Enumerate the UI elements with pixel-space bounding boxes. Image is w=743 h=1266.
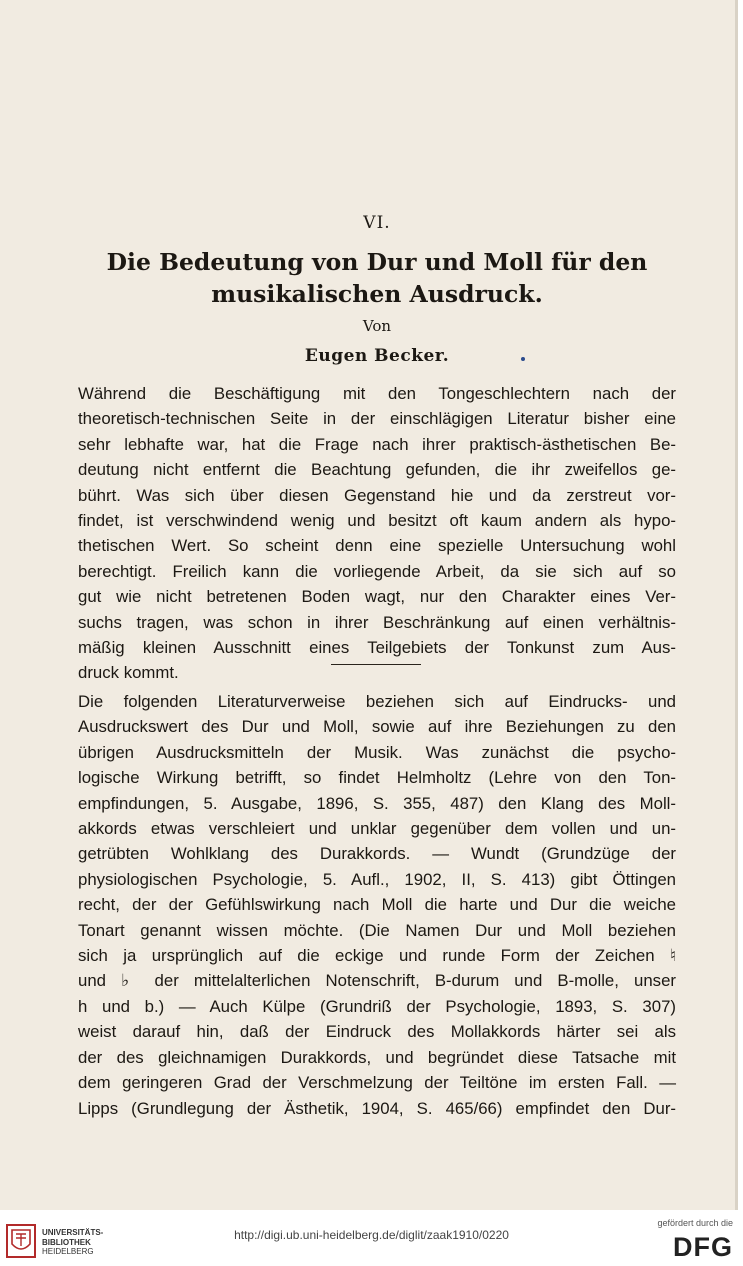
text-line: Die folgenden Literaturverweise beziehen sich auf Eindrucks- und (78, 692, 676, 711)
viewer-footer (0, 1210, 743, 1266)
title-line-2: musikalischen Ausdruck. (211, 280, 543, 308)
text-line: physiologischen Psychologie, 5. Aufl., 1902, II, S. 413) gibt Öttingen (78, 869, 676, 889)
article-title (78, 246, 676, 310)
text-line: mäßig kleinen Ausschnitt eines Teilgebiets der Tonkunst zum Aus- (78, 638, 676, 658)
text-line: sich ja ursprünglich auf die eckige und runde Form der Zeichen ♮ (78, 946, 676, 966)
text-line: Ausdruckswert des Dur und Moll, sowie auf ihre Beziehungen zu den (78, 717, 676, 737)
section-divider (331, 664, 421, 665)
text-line: dem geringeren Grad der Verschmelzung der Teiltöne im ersten Fall. — (78, 1073, 676, 1093)
text-line: findet, ist verschwindend wenig und besitzt oft kaum andern als hypo- (78, 511, 676, 531)
dfg-logo: DFG (673, 1232, 733, 1262)
byline-prefix: Von (362, 317, 392, 335)
text-line: der des gleichnamigen Durakkords, und begründet diese Tatsache mit (78, 1047, 676, 1067)
text-line: gut wie nicht betretenen Boden wagt, nur den Charakter eines Ver- (78, 587, 676, 607)
text-line: getrübten Wohlklang des Durakkords. — Wundt (Grundzüge der (78, 844, 676, 864)
text-line: h und b.) — Auch Külpe (Grundriß der Psychologie, 1893, S. 307) (78, 996, 676, 1016)
text-line: und ♭ der mittelalterlichen Notenschrift, B-durum und B-molle, unser (78, 971, 676, 991)
paragraph-intro (78, 381, 676, 686)
text-line: theoretisch-technischen Seite in der einschlägigen Literatur bisher eine (78, 409, 676, 429)
author-name: Eugen Becker. (304, 346, 450, 366)
scan-speck (521, 357, 525, 361)
text-line: deutung nicht entfernt die Beachtung gefunden, die ihr zweifellos ge- (78, 460, 676, 480)
section-number: VI. (363, 213, 391, 233)
funding-note: gefördert durch die (657, 1218, 733, 1228)
text-line: berechtigt. Freilich kann die vorliegende Arbeit, da sie sich auf so (78, 561, 676, 581)
text-line: sehr lebhafte war, hat die Frage nach ihrer praktisch-ästhetischen Be- (78, 434, 676, 454)
text-line: recht, der der Gefühlswirkung nach Moll die harte und Dur die weiche (78, 895, 676, 915)
text-line: Tonart genannt wissen möchte. (Die Namen Dur und Moll beziehen (78, 920, 676, 940)
title-line-1: Die Bedeutung von Dur und Moll für den (106, 248, 648, 276)
text-line: druck kommt. (78, 663, 179, 683)
paragraph-literature (78, 689, 676, 1121)
text-line: bührt. Was sich über diesen Gegenstand hie und da zerstreut vor- (78, 485, 676, 505)
institution-line: BIBLIOTHEK (42, 1237, 91, 1247)
text-line: weist darauf hin, daß der Eindruck des Mollakkords härter sei als (78, 1022, 676, 1042)
text-line: akkords etwas verschleiert und unklar gegenüber dem vollen und un- (78, 819, 676, 839)
institution-line: HEIDELBERG (42, 1247, 94, 1256)
text-line: übrigen Ausdrucksmitteln der Musik. Was zunächst die psycho- (78, 742, 676, 762)
permalink[interactable]: http://digi.ub.uni-heidelberg.de/diglit/zaak1910/0220 (234, 1228, 509, 1242)
text-line: suchs tragen, was schon in ihrer Beschränkung auf einen verhältnis- (78, 612, 676, 632)
text-line: empfindungen, 5. Ausgabe, 1896, S. 355, 487) den Klang des Moll- (78, 793, 676, 813)
text-line: logische Wirkung betrifft, so findet Helmholtz (Lehre von den Ton- (78, 768, 676, 788)
institution-line: UNIVERSITÄTS- (42, 1228, 104, 1237)
text-line: thetischen Wert. So scheint denn eine spezielle Untersuchung wohl (78, 536, 676, 556)
text-line: Lipps (Grundlegung der Ästhetik, 1904, S. 465/66) empfindet den Dur- (78, 1098, 676, 1118)
text-line: Während die Beschäftigung mit den Tongeschlechtern nach der (78, 384, 676, 403)
